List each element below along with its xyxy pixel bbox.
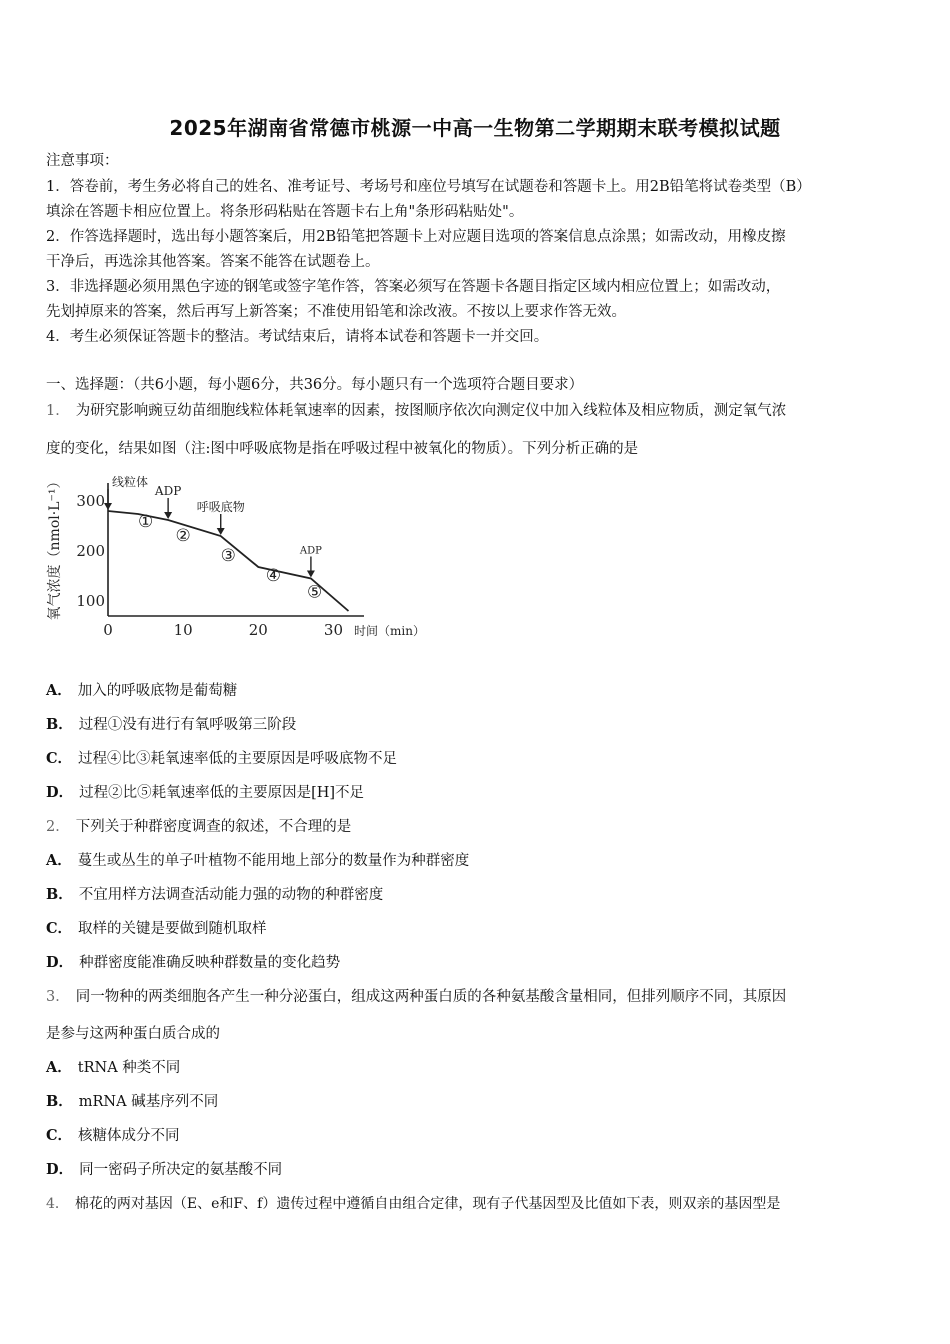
option-d[interactable]: [46, 954, 340, 972]
question-3-stem: [46, 988, 786, 1006]
question-1-stem-cont: 度的变化，结果如图（注:图中呼吸底物是指在呼吸过程中被氧化的物质）。下列分析正确的是: [46, 441, 639, 457]
option-label: C．: [46, 1127, 73, 1144]
option-c[interactable]: [46, 750, 397, 768]
addition-arrowhead: [217, 528, 225, 535]
addition-label: ADP: [154, 484, 182, 498]
option-text: mRNA 碱基序列不同: [78, 1094, 219, 1110]
question-text: 棉花的两对基因（E、e和F、f）遗传过程中遵循自由组合定律，现有子代基因型及比值如下表，则双亲的基因型是: [74, 1196, 781, 1212]
x-axis-title: 时间（min）: [354, 624, 425, 638]
page-title: 2025年湖南省常德市桃源一中高一生物第二学期期末联考模拟试题: [169, 116, 781, 140]
question-text: 同一物种的两类细胞各产生一种分泌蛋白，组成这两种蛋白质的各种氨基酸含量相同，但排列顺序不同，其原因: [75, 989, 787, 1005]
option-text: 同一密码子所决定的氨基酸不同: [79, 1162, 283, 1178]
option-b[interactable]: [46, 716, 296, 734]
segment-marker: ③: [220, 546, 236, 566]
option-label: B．: [46, 1093, 73, 1110]
option-a[interactable]: [46, 1059, 180, 1077]
option-b[interactable]: [46, 886, 383, 904]
option-text: 过程④比③耗氧速率低的主要原因是呼吸底物不足: [78, 751, 398, 767]
question-3-stem-cont: 是参与这两种蛋白质合成的: [46, 1026, 220, 1042]
x-tick-label: 30: [323, 621, 344, 639]
option-a[interactable]: [46, 682, 237, 700]
question-text: 下列关于种群密度调查的叙述，不合理的是: [75, 819, 352, 835]
option-label: D．: [46, 784, 74, 801]
notice-line: 先划掉原来的答案，然后再写上新答案；不准使用铅笔和涂改液。不按以上要求作答无效。: [46, 304, 626, 320]
x-tick-label: 0: [103, 621, 113, 639]
addition-arrowhead: [307, 571, 315, 578]
notice-line: 1．答卷前，考生务必将自己的姓名、准考证号、考场号和座位号填写在试题卷和答题卡上。用2B铅笔将试卷类型（B）: [46, 179, 811, 195]
x-tick-label: 20: [248, 621, 268, 639]
question-number: 1．: [46, 403, 70, 419]
oxygen-chart: [44, 474, 425, 646]
option-label: A．: [46, 1059, 72, 1076]
question-1-stem: [46, 402, 786, 420]
segment-marker: ④: [265, 566, 281, 586]
option-text: 过程①没有进行有氧呼吸第三阶段: [78, 717, 297, 733]
question-text: 为研究影响豌豆幼苗细胞线粒体耗氧速率的因素，按图顺序依次向测定仪中加入线粒体及相应物质，测定氧气浓: [75, 403, 787, 419]
option-text: 取样的关键是要做到随机取样: [78, 921, 267, 937]
question-4-stem: [46, 1195, 780, 1213]
option-text: 蔓生或丛生的单子叶植物不能用地上部分的数量作为种群密度: [77, 853, 470, 869]
y-tick-label: 100: [76, 592, 105, 610]
option-b[interactable]: [46, 1093, 218, 1111]
option-label: D．: [46, 1161, 74, 1178]
addition-label: 线粒体: [112, 475, 149, 489]
option-label: C．: [46, 920, 73, 937]
y-tick-label: 200: [76, 542, 105, 560]
option-text: 不宜用样方法调查活动能力强的动物的种群密度: [78, 887, 384, 903]
addition-label: ADP: [299, 545, 322, 557]
y-tick-label: 300: [76, 492, 105, 510]
question-number: 3．: [46, 989, 70, 1005]
option-label: B．: [46, 716, 73, 733]
addition-arrowhead: [164, 512, 172, 519]
option-label: A．: [46, 852, 72, 869]
option-d[interactable]: [46, 1161, 282, 1179]
question-2-stem: [46, 818, 351, 836]
question-number: 2．: [46, 819, 70, 835]
notice-line: 3．非选择题必须用黑色字迹的钢笔或签字笔作答，答案必须写在答题卡各题目指定区域内相应位置上；如需改动，: [46, 279, 781, 295]
question-number: 4．: [46, 1196, 69, 1212]
option-label: A．: [46, 682, 72, 699]
notice-heading: 注意事项：: [46, 153, 119, 169]
option-text: 加入的呼吸底物是葡萄糖: [77, 683, 238, 699]
x-tick-label: 10: [173, 621, 193, 639]
option-text: 核糖体成分不同: [78, 1128, 180, 1144]
option-text: 过程②比⑤耗氧速率低的主要原因是[H]不足: [79, 785, 365, 801]
addition-label: 呼吸底物: [196, 500, 245, 514]
option-text: tRNA 种类不同: [77, 1060, 181, 1076]
option-text: 种群密度能准确反映种群数量的变化趋势: [79, 955, 341, 971]
option-label: C．: [46, 750, 73, 767]
option-d[interactable]: [46, 784, 364, 802]
notice-line: 干净后，再选涂其他答案。答案不能答在试题卷上。: [46, 254, 380, 270]
segment-marker: ②: [175, 526, 191, 546]
addition-arrowhead: [104, 503, 112, 510]
segment-marker: ①: [137, 512, 154, 532]
option-c[interactable]: [46, 1127, 180, 1145]
option-label: D．: [46, 954, 74, 971]
section-heading: 一、选择题：（共6小题，每小题6分，共36分。每小题只有一个选项符合题目要求）: [46, 377, 584, 393]
y-axis-title: 氧气浓度（nmol·L⁻¹）: [47, 474, 63, 621]
notice-line: 填涂在答题卡相应位置上。将条形码粘贴在答题卡右上角"条形码粘贴处"。: [46, 204, 524, 220]
option-a[interactable]: [46, 852, 469, 870]
option-label: B．: [46, 886, 73, 903]
option-c[interactable]: [46, 920, 267, 938]
notice-line: 4．考生必须保证答题卡的整洁。考试结束后，请将本试卷和答题卡一并交回。: [46, 329, 549, 345]
notice-line: 2．作答选择题时，选出每小题答案后，用2B铅笔把答题卡上对应题目选项的答案信息点涂黑；如需改动，用橡皮擦: [46, 229, 786, 245]
segment-marker: ⑤: [307, 582, 323, 603]
